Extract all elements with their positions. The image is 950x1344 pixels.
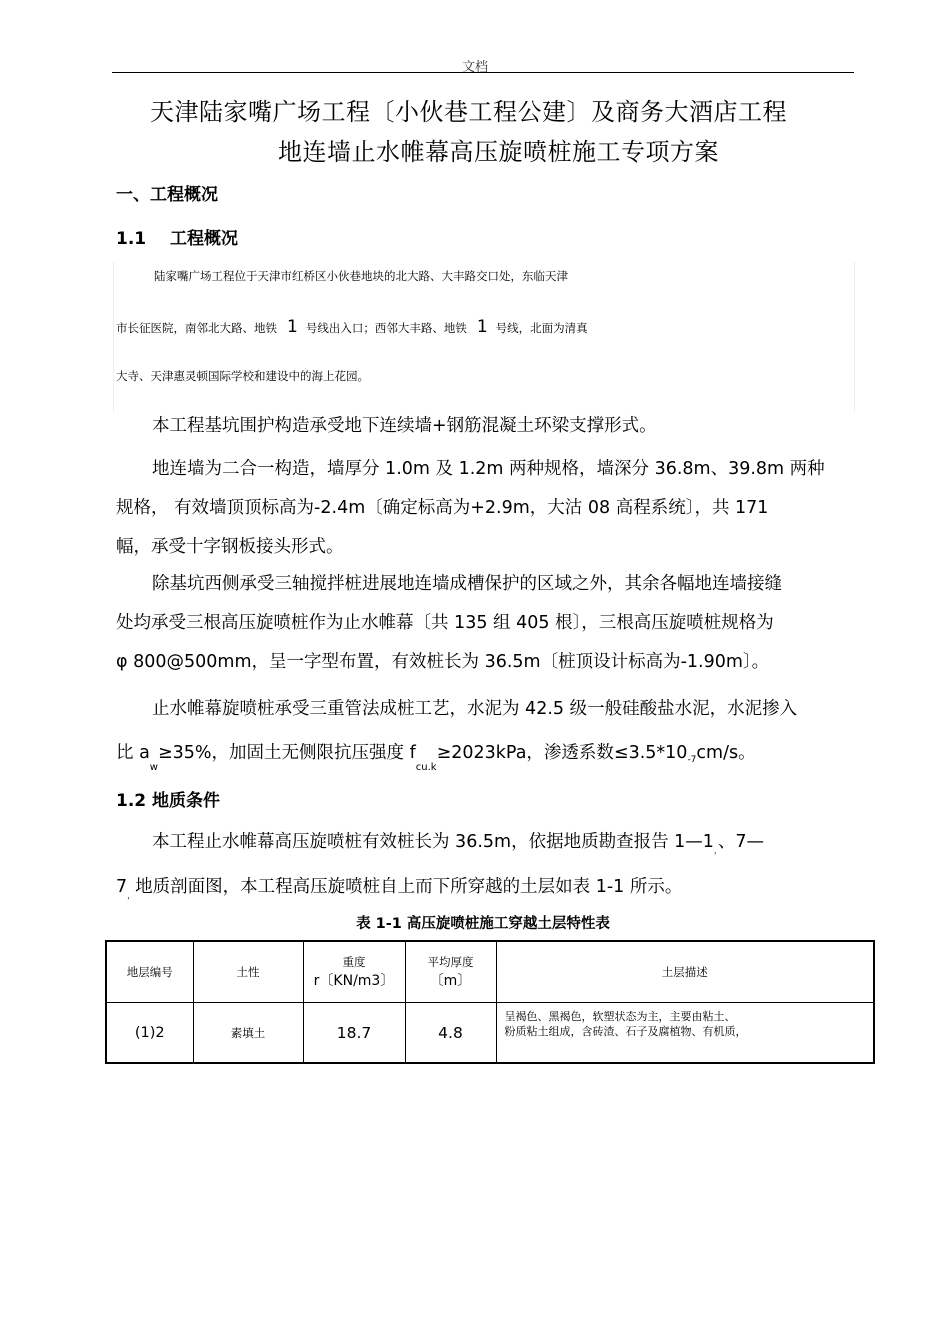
section-heading-1: 一、工程概况 (116, 185, 218, 205)
overview-line-3: 大寺、天津惠灵顿国际学校和建设中的海上花园。 (116, 369, 369, 383)
table-caption: 表 1-1 高压旋喷桩施工穿越土层特性表 (356, 916, 610, 932)
document-title-line2: 地连墙止水帷幕高压旋喷桩施工专项方案 (278, 138, 719, 166)
overview-box (113, 262, 855, 412)
header-unit-weight-top: 重度 (342, 955, 366, 969)
paragraph-text: 地连墙为二合一构造，墙厚分 1.0m 及 1.2m 两种规格，墙深分 36.8m、39.8m 两种 (152, 459, 825, 479)
metro-line-number: 1 (287, 317, 298, 337)
cell-unit-weight: 18.7 (303, 1003, 405, 1064)
mark: ， (713, 846, 718, 855)
overview-line-2 (116, 317, 588, 337)
paragraph-text: 比 a (116, 743, 150, 763)
header-rule (112, 72, 854, 73)
paragraph-text: 7 (116, 877, 128, 897)
paragraph-5 (116, 821, 858, 911)
paragraph-text: ≥2023kPa，渗透系数≤3.5*10 (436, 743, 688, 763)
header-layer-code: 地层编号 (106, 941, 193, 1003)
paragraph-text: 、7— (717, 832, 765, 852)
overview-text: 号线，北面为清真 (495, 321, 588, 335)
paragraph-text: cm/s。 (696, 743, 756, 763)
page-header: 文档 (461, 60, 488, 75)
overview-text: 号线出入口；西邻大丰路、地铁 (305, 321, 467, 335)
paragraph-text: φ 800@500mm，呈一字型布置，有效桩长为 36.5m〔桩顶设计标高为-1.90m〕。 (116, 652, 770, 672)
header-description: 土层描述 (496, 941, 874, 1003)
paragraph-4 (116, 687, 858, 778)
subscript-cuk: cu.k (415, 762, 437, 773)
paragraph-text: 处均承受三根高压旋喷桩作为止水帷幕〔共 135 组 405 根〕，三根高压旋喷桩规格为 (116, 613, 774, 633)
section-title: 工程概况 (170, 229, 238, 249)
section-heading-1-1 (116, 224, 238, 249)
header-thickness-top: 平均厚度 (427, 955, 474, 969)
header-unit-weight (303, 941, 405, 1003)
subscript-w: w (149, 762, 158, 773)
paragraph-text: 规格， 有效墙顶顶标高为-2.4m〔确定标高为+2.9m，大沽 08 高程系统〕，共 171 (116, 498, 769, 518)
paragraph-text: 地质剖面图，本工程高压旋喷桩自上而下所穿越的土层如表 1-1 所示。 (135, 877, 683, 897)
paragraph-text: 止水帷幕旋喷桩承受三重管法成桩工艺，水泥为 42.5 级一般硅酸盐水泥，水泥掺入 (152, 699, 798, 719)
header-soil-type: 土性 (193, 941, 303, 1003)
document-title-line1: 天津陆家嘴广场工程〔小伙巷工程公建〕及商务大酒店工程 (150, 98, 787, 126)
description-line: 呈褐色、黑褐色，软塑状态为主，主要由粘土、 (504, 1010, 736, 1023)
cell-description (496, 1003, 874, 1064)
cell-thickness: 4.8 (405, 1003, 496, 1064)
paragraph-2 (116, 450, 858, 567)
paragraph-text: ≥35%，加固土无侧限抗压强度 f (157, 743, 416, 763)
table-header-row (106, 941, 874, 1003)
overview-text: 市长征医院，南邻北大路、地铁 (116, 321, 277, 335)
header-thickness-bottom: 〔m〕 (429, 973, 472, 989)
metro-line-number: 1 (476, 317, 488, 337)
exponent: -7 (687, 755, 697, 765)
paragraph-text: 幅，承受十字钢板接头形式。 (116, 537, 344, 557)
paragraph-3 (116, 565, 858, 682)
paragraph-text: 本工程基坑围护构造承受地下连续墙+钢筋混凝土环梁支撑形式。 (152, 416, 657, 436)
cell-soil-type: 素填土 (193, 1003, 303, 1064)
paragraph-text: 本工程止水帷幕高压旋喷桩有效桩长为 36.5m，依据地质勘查报告 1—1 (152, 832, 714, 852)
section-heading-1-2: 1.2 地质条件 (116, 791, 221, 811)
paragraph-text: 除基坑西侧承受三轴搅拌桩进展地连墙成槽保护的区域之外，其余各幅地连墙接缝 (152, 574, 782, 594)
soil-layer-table (105, 940, 875, 1064)
cell-layer-code: (1)2 (106, 1003, 193, 1064)
header-unit-weight-bottom: r〔KN/m3〕 (313, 973, 395, 989)
table-row (106, 1003, 874, 1064)
description-line: 粉质粘土组成，含砖渣、石子及腐植物、有机质， (504, 1025, 747, 1038)
header-thickness (405, 941, 496, 1003)
mark: ， (127, 891, 136, 900)
section-number: 1.1 (116, 229, 147, 249)
overview-line-1: 陆家嘴广场工程位于天津市红桥区小伙巷地块的北大路、大丰路交口处，东临天津 (154, 269, 568, 283)
paragraph-1 (116, 407, 858, 446)
